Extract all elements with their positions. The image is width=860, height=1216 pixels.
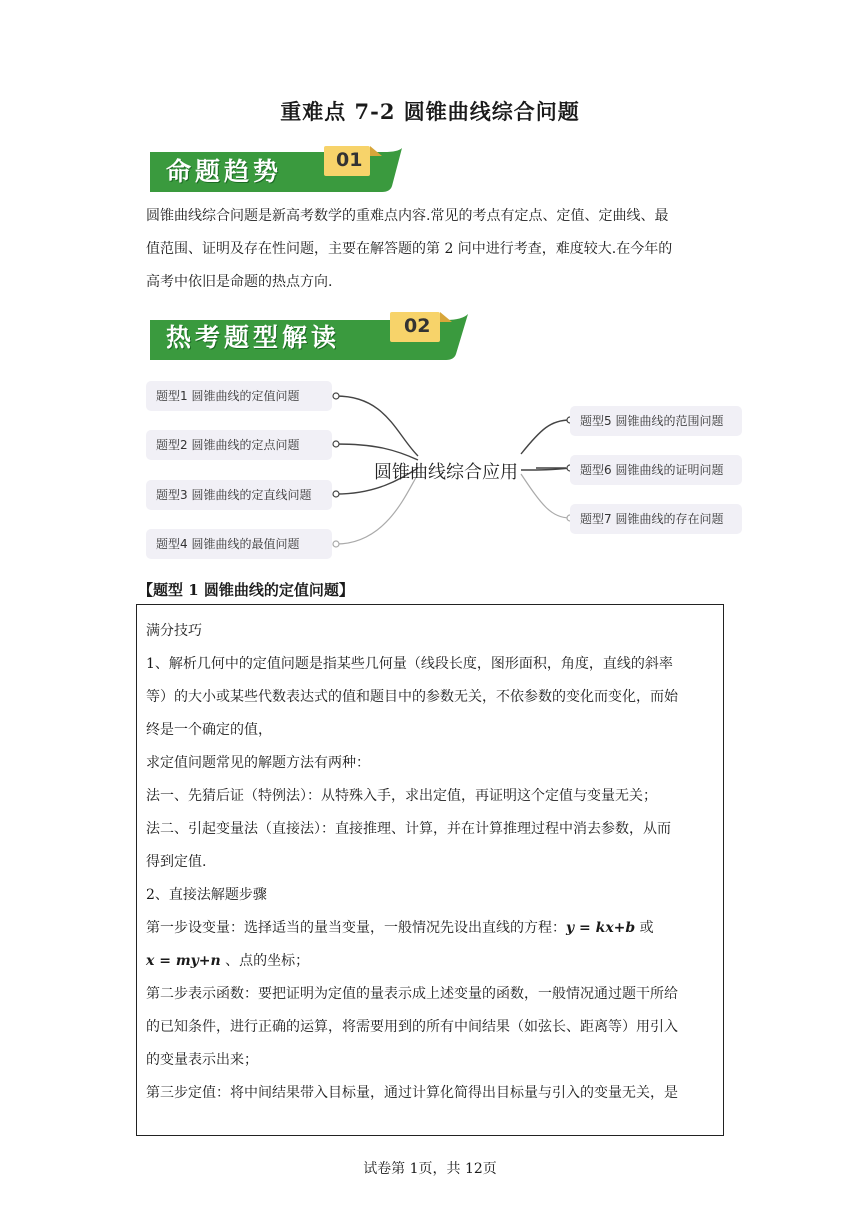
section-heading-type1: 【题型 1 圆锥曲线的定值问题】 — [138, 581, 354, 599]
banner-trend — [146, 146, 406, 194]
mindmap-node-type2: 题型2 圆锥曲线的定点问题 — [146, 430, 332, 460]
tips-line: 等）的大小或某些代数表达式的值和题目中的参数无关，不依参数的变化而变化，而始 — [146, 689, 678, 705]
tips-or: 或 — [635, 920, 654, 936]
page-footer: 试卷第 1页，共 12页 — [363, 1161, 497, 1177]
tips-line: 1、解析几何中的定值问题是指某些几何量（线段长度，图形面积，角度，直线的斜率 — [146, 656, 673, 672]
intro-paragraph — [146, 200, 716, 299]
tips-step1-end: 、点的坐标； — [220, 953, 310, 969]
mindmap-node-type5: 题型5 圆锥曲线的范围问题 — [570, 406, 742, 436]
equation-line-inverse: x = my+n — [146, 953, 221, 969]
mindmap-node-type4: 题型4 圆锥曲线的最值问题 — [146, 529, 332, 559]
banner-types-text: 热考题型解读 — [166, 323, 341, 352]
mindmap-node-type3: 题型3 圆锥曲线的定直线问题 — [146, 480, 332, 510]
mindmap-node-type1: 题型1 圆锥曲线的定值问题 — [146, 381, 332, 411]
tips-title: 满分技巧 — [146, 623, 202, 639]
tips-line: 终是一个确定的值， — [146, 722, 272, 738]
mindmap-node-type7: 题型7 圆锥曲线的存在问题 — [570, 504, 742, 534]
tips-line: 法一、先猜后证（特例法）：从特殊入手，求出定值，再证明这个定值与变量无关； — [146, 788, 657, 804]
tips-line: 得到定值. — [146, 854, 207, 870]
intro-line: 值范围、证明及存在性问题，主要在解答题的第 2 问中进行考查，难度较大.在今年的 — [146, 241, 673, 257]
tips-line: 法二、引起变量法（直接法）：直接推理、计算，并在计算推理过程中消去参数，从而 — [146, 821, 671, 837]
mindmap-node-type6: 题型6 圆锥曲线的证明问题 — [570, 455, 742, 485]
intro-line: 高考中依旧是命题的热点方向. — [146, 274, 333, 290]
tips-line: 求定值问题常见的解题方法有两种： — [146, 755, 370, 771]
tips-line: 2、直接法解题步骤 — [146, 887, 267, 903]
tips-line: 第三步定值：将中间结果带入目标量，通过计算化简得出目标量与引入的变量无关，是 — [146, 1085, 678, 1101]
page-title: 重难点 7-2 圆锥曲线综合问题 — [280, 99, 580, 124]
tips-line: 的已知条件，进行正确的运算，将需要用到的所有中间结果（如弦长、距离等）用引入 — [146, 1019, 678, 1035]
tips-step1 — [146, 912, 714, 945]
tips-box — [136, 604, 724, 1136]
intro-line: 圆锥曲线综合问题是新高考数学的重难点内容.常见的考点有定点、定值、定曲线、最 — [146, 208, 669, 224]
banner-types — [146, 312, 472, 360]
tips-step1-text: 第一步设变量：选择适当的量当变量，一般情况先设出直线的方程： — [146, 920, 566, 936]
tips-step1-cont — [146, 945, 714, 978]
tips-line: 第二步表示函数：要把证明为定值的量表示成上述变量的函数，一般情况通过题干所给 — [146, 986, 678, 1002]
banner-trend-text: 命题趋势 — [166, 157, 283, 186]
mindmap-center: 圆锥曲线综合应用 — [374, 462, 518, 483]
mindmap — [146, 374, 746, 554]
tips-line: 的变量表示出来； — [146, 1052, 258, 1068]
equation-line-slope: y = kx+b — [566, 920, 636, 936]
banner-trend-number: 01 — [336, 149, 363, 171]
banner-types-number: 02 — [404, 315, 431, 337]
